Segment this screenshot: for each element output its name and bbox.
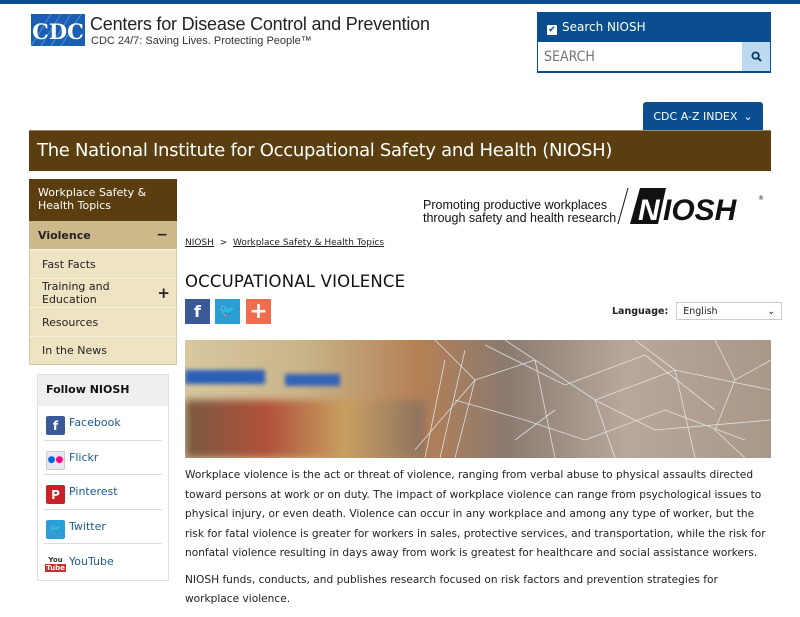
facebook-icon: f <box>194 302 201 321</box>
search-icon <box>751 51 762 62</box>
language-label: Language: <box>612 305 669 317</box>
niosh-banner <box>420 186 770 228</box>
az-index-button[interactable] <box>643 102 763 130</box>
sidebar-item-label: In the News <box>42 344 107 357</box>
follow-niosh-panel <box>37 374 169 581</box>
niosh-logo <box>608 186 768 226</box>
share-twitter-button[interactable] <box>215 299 240 324</box>
youtube-icon: You Tube <box>46 556 65 573</box>
sidebar-item-violence[interactable] <box>29 221 177 249</box>
follow-label: Facebook <box>69 416 121 430</box>
site-title-bar <box>29 130 771 171</box>
search-input[interactable] <box>538 42 742 71</box>
follow-label: Twitter <box>69 519 106 533</box>
follow-label: Flickr <box>69 450 99 464</box>
minus-icon[interactable]: − <box>156 227 168 243</box>
sidebar-item-training[interactable] <box>29 278 177 307</box>
follow-youtube-link[interactable] <box>44 544 162 579</box>
language-select[interactable] <box>676 302 782 320</box>
search-scope-checkbox[interactable] <box>547 20 646 35</box>
language-value: English <box>683 305 718 317</box>
sidebar-item-label: Training and Education <box>42 280 110 306</box>
language-selector <box>612 302 782 320</box>
sidebar-header[interactable]: Workplace Safety & Health Topics <box>29 179 177 221</box>
svg-text:IOSH: IOSH <box>663 194 737 226</box>
svg-text:N: N <box>638 194 660 226</box>
research-paragraph: NIOSH funds, conducts, and publishes research focused on risk factors and prevention strategies for workplace violence. <box>185 573 718 605</box>
plus-icon[interactable]: + <box>157 284 170 302</box>
follow-facebook-link[interactable] <box>44 406 162 441</box>
sidebar-item-label: Fast Facts <box>42 257 96 271</box>
breadcrumb-topics[interactable]: Workplace Safety & Health Topics <box>232 238 385 248</box>
sidebar-item-news[interactable] <box>29 336 177 365</box>
chevron-down-icon: ⌄ <box>767 305 776 317</box>
breadcrumb-separator: > <box>219 238 228 248</box>
plus-icon: + <box>249 299 268 324</box>
banner-text: Promoting productive workplaces through safety and health research <box>423 198 617 225</box>
page-title: OCCUPATIONAL VIOLENCE <box>185 272 406 291</box>
follow-label: YouTube <box>69 554 114 568</box>
svg-text:®: ® <box>758 195 764 202</box>
hero-image-broken-glass <box>185 340 771 458</box>
top-bar <box>0 0 800 4</box>
sidebar-item-label: Violence <box>38 228 91 242</box>
share-more-button[interactable] <box>246 299 271 324</box>
az-index-label: CDC A-Z INDEX <box>653 109 738 123</box>
facebook-icon: f <box>46 416 65 435</box>
search-panel <box>537 12 771 73</box>
sidebar-item-fast-facts[interactable] <box>29 249 177 278</box>
twitter-icon: 🐦 <box>219 304 236 319</box>
flickr-icon: ● ● <box>46 451 65 470</box>
glass-cracks <box>415 340 771 458</box>
site-title[interactable]: The National Institute for Occupational Safety and Health (NIOSH) <box>37 140 613 161</box>
breadcrumb-niosh[interactable]: NIOSH <box>185 238 214 248</box>
side-nav <box>29 179 177 365</box>
main-content <box>185 466 775 617</box>
search-button[interactable] <box>742 42 770 71</box>
intro-paragraph: Workplace violence is the act or threat of violence, ranging from verbal abuse to physical assaults directed toward persons at work or on duty. The impact of workplace violence can range from psychological issues to physical injury, or even death. Violence can occur in any workplace and among any type of worker, but the risk for fatal violence is greater for workers in sales, protective services, and transportation, while the risk for nonfatal violence resulting in days away from work is greatest for healthcare and social assistance workers. <box>185 469 766 559</box>
sidebar-item-label: Resources <box>42 315 99 329</box>
org-name[interactable]: Centers for Disease Control and Prevention <box>90 14 430 34</box>
follow-twitter-link[interactable] <box>44 510 162 545</box>
search-scope-label: Search NIOSH <box>562 20 646 34</box>
share-facebook-button[interactable] <box>185 299 210 324</box>
follow-pinterest-link[interactable] <box>44 475 162 510</box>
tagline: CDC 24/7: Saving Lives. Protecting People™ <box>91 35 312 47</box>
cdc-logo[interactable] <box>31 14 85 46</box>
follow-flickr-link[interactable] <box>44 441 162 476</box>
pinterest-icon: P <box>46 485 65 504</box>
sidebar-item-resources[interactable] <box>29 307 177 336</box>
twitter-icon: 🐦 <box>46 520 65 539</box>
breadcrumb <box>185 238 384 248</box>
follow-title: Follow NIOSH <box>38 375 168 406</box>
follow-label: Pinterest <box>69 485 118 499</box>
checkbox-checked-icon: ✔ <box>548 25 556 35</box>
svg-text:CDC: CDC <box>32 19 84 44</box>
chevron-down-icon: ⌄ <box>743 109 753 123</box>
